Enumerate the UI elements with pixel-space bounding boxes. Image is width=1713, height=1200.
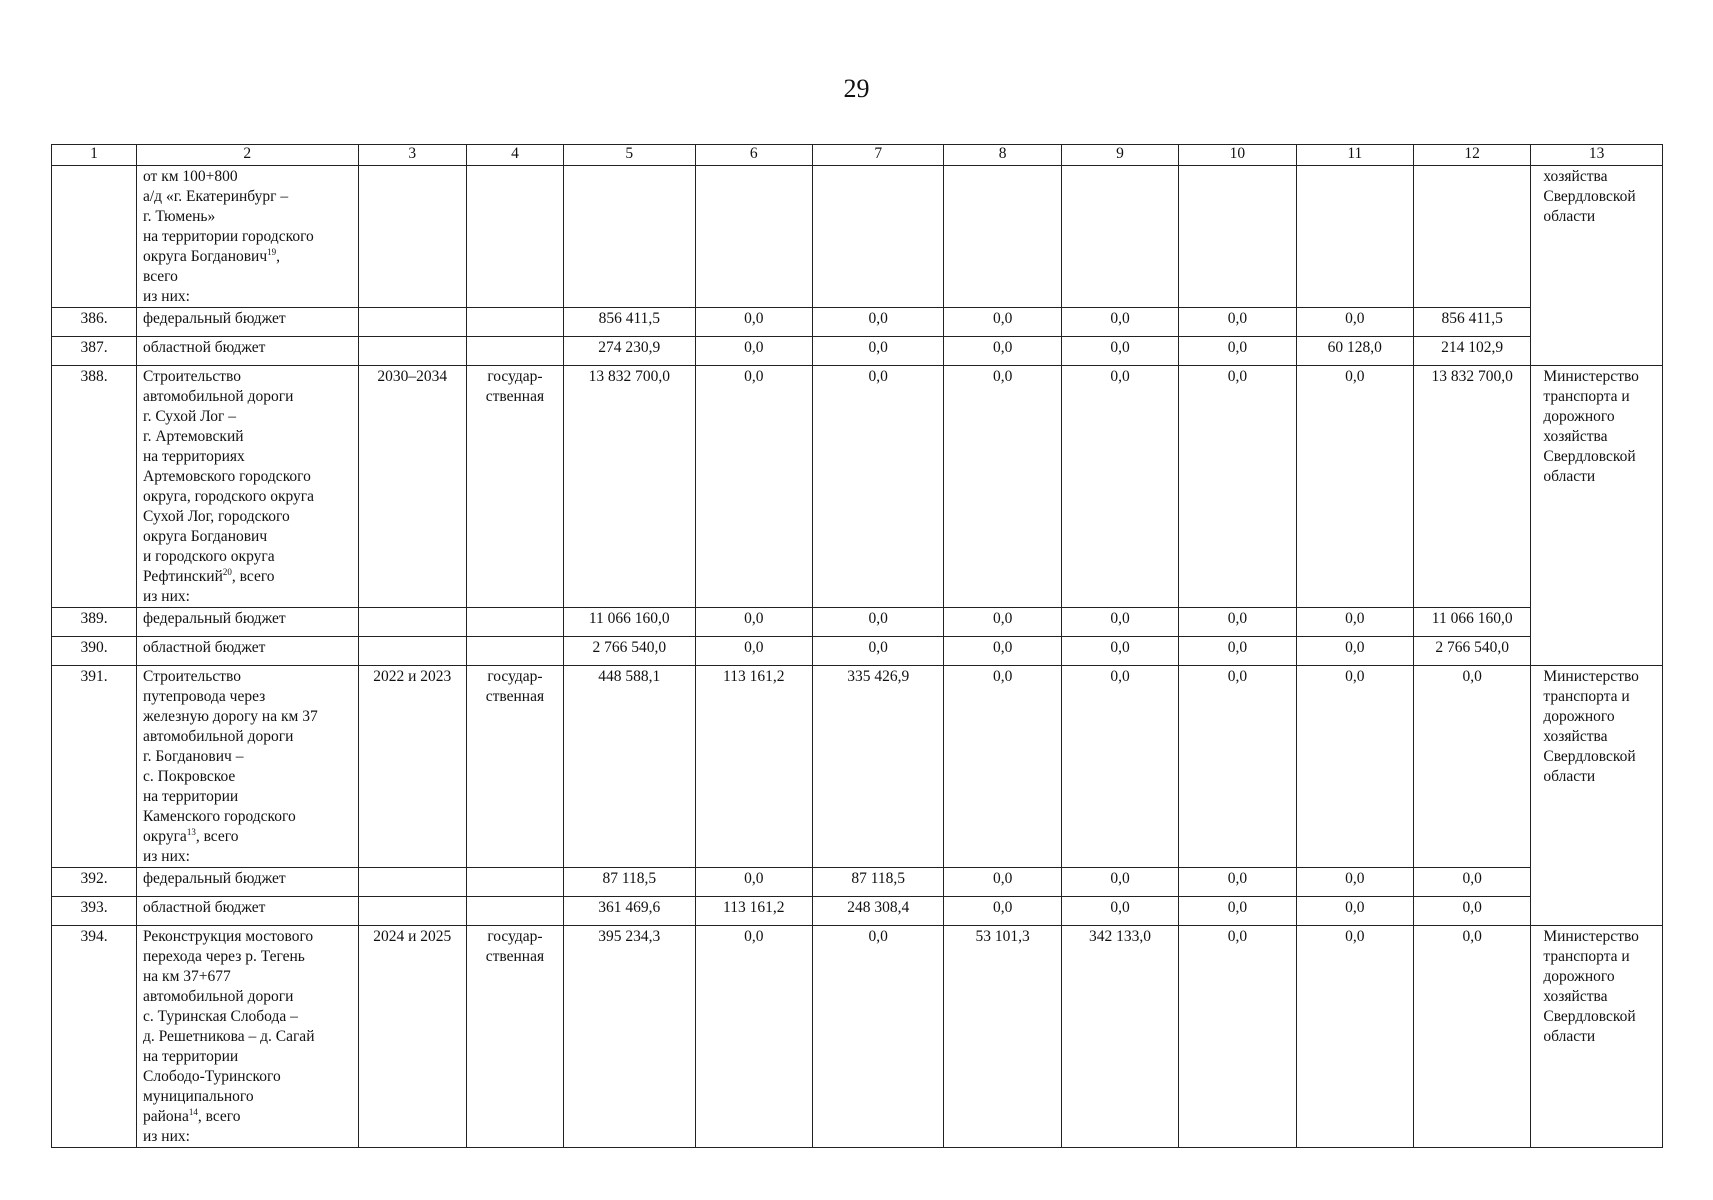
value-cell: 0,0 — [944, 666, 1061, 868]
value-cell: 0,0 — [695, 366, 812, 608]
table-row — [52, 868, 1663, 897]
value-cell — [1296, 166, 1413, 308]
value-cell — [812, 166, 944, 308]
name-line: округа Богданович — [143, 528, 268, 545]
value-cell: 0,0 — [944, 897, 1061, 926]
name-text: района — [143, 1108, 189, 1125]
period-cell: 2022 и 2023 — [358, 666, 466, 868]
value-cell: 0,0 — [1179, 868, 1296, 897]
value-cell: 395 234,3 — [564, 926, 696, 1148]
value-cell: 60 128,0 — [1296, 337, 1413, 366]
object-name — [137, 166, 359, 308]
column-header: 4 — [466, 145, 563, 166]
value-cell: 0,0 — [1296, 926, 1413, 1148]
value-cell: 0,0 — [1179, 308, 1296, 337]
name-line: из них: — [143, 588, 190, 605]
value-cell: 0,0 — [1179, 608, 1296, 637]
name-line — [143, 827, 352, 847]
value-cell — [564, 166, 696, 308]
row-number: 390. — [52, 637, 137, 666]
name-text: округа Богданович — [143, 248, 268, 265]
name-line: г. Богданович – — [143, 748, 244, 765]
period-cell — [358, 637, 466, 666]
value-cell: 0,0 — [1179, 366, 1296, 608]
name-text: , — [276, 248, 281, 265]
value-cell: 0,0 — [944, 308, 1061, 337]
row-number: 389. — [52, 608, 137, 637]
value-cell: 448 588,1 — [564, 666, 696, 868]
value-cell: 0,0 — [1413, 868, 1530, 897]
name-line: автомобильной дороги — [143, 728, 294, 745]
footnote-ref: 14 — [188, 1106, 198, 1117]
row-number — [52, 166, 137, 308]
name-line — [143, 247, 352, 267]
column-header: 3 — [358, 145, 466, 166]
kind-cell — [466, 308, 563, 337]
column-header: 9 — [1061, 145, 1178, 166]
name-line: Сухой Лог, городского — [143, 508, 290, 525]
value-cell: 0,0 — [944, 366, 1061, 608]
name-line: г. Сухой Лог – — [143, 408, 236, 425]
value-cell: 0,0 — [695, 308, 812, 337]
org-line: хозяйства — [1543, 428, 1608, 445]
org-line: транспорта и — [1543, 948, 1630, 965]
value-cell: 0,0 — [1296, 868, 1413, 897]
object-name: областной бюджет — [137, 897, 359, 926]
value-cell — [1413, 166, 1530, 308]
row-number: 388. — [52, 366, 137, 608]
object-name: федеральный бюджет — [137, 308, 359, 337]
value-cell: 214 102,9 — [1413, 337, 1530, 366]
period-cell — [358, 337, 466, 366]
row-number: 392. — [52, 868, 137, 897]
name-line: путепровода через — [143, 688, 266, 705]
org-line: дорожного — [1543, 708, 1615, 725]
value-cell: 53 101,3 — [944, 926, 1061, 1148]
value-cell: 856 411,5 — [1413, 308, 1530, 337]
name-line: всего — [143, 268, 178, 285]
column-header: 10 — [1179, 145, 1296, 166]
value-cell: 342 133,0 — [1061, 926, 1178, 1148]
value-cell: 0,0 — [695, 637, 812, 666]
name-line: на территории — [143, 1048, 239, 1065]
value-cell: 0,0 — [695, 337, 812, 366]
value-cell: 0,0 — [944, 637, 1061, 666]
value-cell: 11 066 160,0 — [1413, 608, 1530, 637]
name-text: Рефтинский — [143, 568, 223, 585]
value-cell: 87 118,5 — [564, 868, 696, 897]
name-line: из них: — [143, 1128, 190, 1145]
value-cell: 0,0 — [1296, 366, 1413, 608]
org-line: хозяйства — [1543, 988, 1608, 1005]
kind-cell: государ-ственная — [466, 366, 563, 608]
footnote-ref: 19 — [267, 246, 277, 257]
name-text: , всего — [197, 1108, 241, 1125]
name-line: Каменского городского — [143, 808, 296, 825]
name-line: Строительство — [143, 668, 241, 685]
row-number: 393. — [52, 897, 137, 926]
row-number: 394. — [52, 926, 137, 1148]
period-cell — [358, 166, 466, 308]
column-header: 13 — [1531, 145, 1663, 166]
table-row — [52, 637, 1663, 666]
footnote-ref: 20 — [222, 566, 232, 577]
kind-cell — [466, 897, 563, 926]
name-line: с. Туринская Слобода – — [143, 1008, 298, 1025]
column-header: 5 — [564, 145, 696, 166]
kind-cell — [466, 608, 563, 637]
value-cell: 0,0 — [1413, 926, 1530, 1148]
value-cell — [1179, 166, 1296, 308]
name-line: Реконструкция мостового — [143, 928, 314, 945]
object-name — [137, 926, 359, 1148]
value-cell: 0,0 — [1296, 637, 1413, 666]
column-header: 1 — [52, 145, 137, 166]
org-line: Свердловской — [1543, 188, 1636, 205]
value-cell: 2 766 540,0 — [1413, 637, 1530, 666]
value-cell: 0,0 — [812, 608, 944, 637]
object-name — [137, 366, 359, 608]
table-row — [52, 926, 1663, 1148]
org-line: Свердловской — [1543, 748, 1636, 765]
value-cell: 0,0 — [1061, 308, 1178, 337]
name-line: на территориях — [143, 448, 245, 465]
column-header: 8 — [944, 145, 1061, 166]
name-line: из них: — [143, 848, 190, 865]
org-line: хозяйства — [1543, 168, 1608, 185]
name-line — [143, 1107, 352, 1127]
value-cell: 0,0 — [1296, 897, 1413, 926]
period-cell — [358, 897, 466, 926]
table-row — [52, 337, 1663, 366]
table-row — [52, 366, 1663, 608]
org-line: дорожного — [1543, 968, 1615, 985]
column-header: 2 — [137, 145, 359, 166]
row-number: 391. — [52, 666, 137, 868]
value-cell: 0,0 — [944, 868, 1061, 897]
name-line: а/д «г. Екатеринбург – — [143, 188, 289, 205]
page-number: 29 — [843, 74, 870, 103]
name-line: г. Тюмень» — [143, 208, 216, 225]
org-line: Министерство — [1543, 928, 1639, 945]
org-line: транспорта и — [1543, 388, 1630, 405]
org-line: области — [1543, 468, 1596, 485]
org-line: транспорта и — [1543, 688, 1630, 705]
value-cell: 2 766 540,0 — [564, 637, 696, 666]
value-cell: 0,0 — [1296, 666, 1413, 868]
row-number: 387. — [52, 337, 137, 366]
name-line: округа, городского округа — [143, 488, 315, 505]
value-cell — [695, 166, 812, 308]
value-cell: 0,0 — [1061, 337, 1178, 366]
name-line: муниципального — [143, 1088, 254, 1105]
name-line: на км 37+677 — [143, 968, 231, 985]
value-cell: 0,0 — [1061, 897, 1178, 926]
value-cell: 856 411,5 — [564, 308, 696, 337]
kind-cell — [466, 337, 563, 366]
value-cell: 0,0 — [812, 926, 944, 1148]
object-name: областной бюджет — [137, 337, 359, 366]
column-header: 11 — [1296, 145, 1413, 166]
name-line: Строительство — [143, 368, 241, 385]
value-cell: 0,0 — [1061, 366, 1178, 608]
responsible-org — [1531, 166, 1663, 366]
budget-table — [51, 144, 1663, 1148]
object-name: областной бюджет — [137, 637, 359, 666]
object-name: федеральный бюджет — [137, 868, 359, 897]
name-line: автомобильной дороги — [143, 988, 294, 1005]
object-name: федеральный бюджет — [137, 608, 359, 637]
name-text: , всего — [195, 828, 239, 845]
responsible-org — [1531, 366, 1663, 666]
kind-cell — [466, 637, 563, 666]
org-line: Министерство — [1543, 368, 1639, 385]
value-cell — [944, 166, 1061, 308]
column-header: 12 — [1413, 145, 1530, 166]
org-line: Свердловской — [1543, 1008, 1636, 1025]
value-cell: 0,0 — [1413, 666, 1530, 868]
name-line: г. Артемовский — [143, 428, 244, 445]
value-cell: 248 308,4 — [812, 897, 944, 926]
name-line: с. Покровское — [143, 768, 236, 785]
kind-cell — [466, 166, 563, 308]
org-line: дорожного — [1543, 408, 1615, 425]
name-text: округа — [143, 828, 187, 845]
period-cell — [358, 308, 466, 337]
name-line: Артемовского городского — [143, 468, 311, 485]
org-line: Свердловской — [1543, 448, 1636, 465]
object-name — [137, 666, 359, 868]
name-line: на территории городского — [143, 228, 314, 245]
value-cell: 113 161,2 — [695, 666, 812, 868]
column-header: 6 — [695, 145, 812, 166]
responsible-org — [1531, 926, 1663, 1148]
value-cell: 0,0 — [1061, 637, 1178, 666]
value-cell: 0,0 — [812, 337, 944, 366]
value-cell: 0,0 — [812, 366, 944, 608]
name-line — [143, 567, 352, 587]
value-cell: 0,0 — [1296, 308, 1413, 337]
kind-cell: государ-ственная — [466, 666, 563, 868]
value-cell — [1061, 166, 1178, 308]
value-cell: 0,0 — [1179, 637, 1296, 666]
value-cell: 11 066 160,0 — [564, 608, 696, 637]
value-cell: 0,0 — [944, 337, 1061, 366]
org-line: области — [1543, 768, 1596, 785]
table-row — [52, 666, 1663, 868]
kind-cell: государ-ственная — [466, 926, 563, 1148]
value-cell: 0,0 — [1061, 608, 1178, 637]
responsible-org — [1531, 666, 1663, 926]
column-header: 7 — [812, 145, 944, 166]
table-row — [52, 897, 1663, 926]
value-cell: 0,0 — [944, 608, 1061, 637]
name-line: от км 100+800 — [143, 168, 238, 185]
name-line: перехода через р. Тегень — [143, 948, 305, 965]
org-line: Министерство — [1543, 668, 1639, 685]
value-cell: 0,0 — [1413, 897, 1530, 926]
footnote-ref: 13 — [186, 826, 196, 837]
row-number: 386. — [52, 308, 137, 337]
table-row — [52, 608, 1663, 637]
name-line: железную дорогу на км 37 — [143, 708, 318, 725]
value-cell: 0,0 — [695, 868, 812, 897]
value-cell: 113 161,2 — [695, 897, 812, 926]
value-cell: 0,0 — [1179, 666, 1296, 868]
value-cell: 274 230,9 — [564, 337, 696, 366]
name-text: , всего — [231, 568, 275, 585]
name-line: из них: — [143, 288, 190, 305]
value-cell: 13 832 700,0 — [564, 366, 696, 608]
value-cell: 0,0 — [1179, 926, 1296, 1148]
org-line: области — [1543, 1028, 1596, 1045]
value-cell: 335 426,9 — [812, 666, 944, 868]
value-cell: 0,0 — [695, 926, 812, 1148]
name-line: на территории — [143, 788, 239, 805]
value-cell: 0,0 — [1179, 337, 1296, 366]
table-row — [52, 308, 1663, 337]
column-number-row — [52, 145, 1663, 166]
value-cell: 0,0 — [1179, 897, 1296, 926]
org-line: области — [1543, 208, 1596, 225]
period-cell: 2030–2034 — [358, 366, 466, 608]
value-cell: 87 118,5 — [812, 868, 944, 897]
period-cell — [358, 608, 466, 637]
value-cell: 0,0 — [812, 308, 944, 337]
period-cell — [358, 868, 466, 897]
value-cell: 0,0 — [1061, 868, 1178, 897]
kind-cell — [466, 868, 563, 897]
name-line: д. Решетникова – д. Сагай — [143, 1028, 315, 1045]
name-line: и городского округа — [143, 548, 275, 565]
value-cell: 0,0 — [812, 637, 944, 666]
value-cell: 0,0 — [1061, 666, 1178, 868]
table-row — [52, 166, 1663, 308]
value-cell: 13 832 700,0 — [1413, 366, 1530, 608]
period-cell: 2024 и 2025 — [358, 926, 466, 1148]
name-line: Слободо-Туринского — [143, 1068, 281, 1085]
value-cell: 0,0 — [1296, 608, 1413, 637]
value-cell: 361 469,6 — [564, 897, 696, 926]
name-line: автомобильной дороги — [143, 388, 294, 405]
value-cell: 0,0 — [695, 608, 812, 637]
org-line: хозяйства — [1543, 728, 1608, 745]
